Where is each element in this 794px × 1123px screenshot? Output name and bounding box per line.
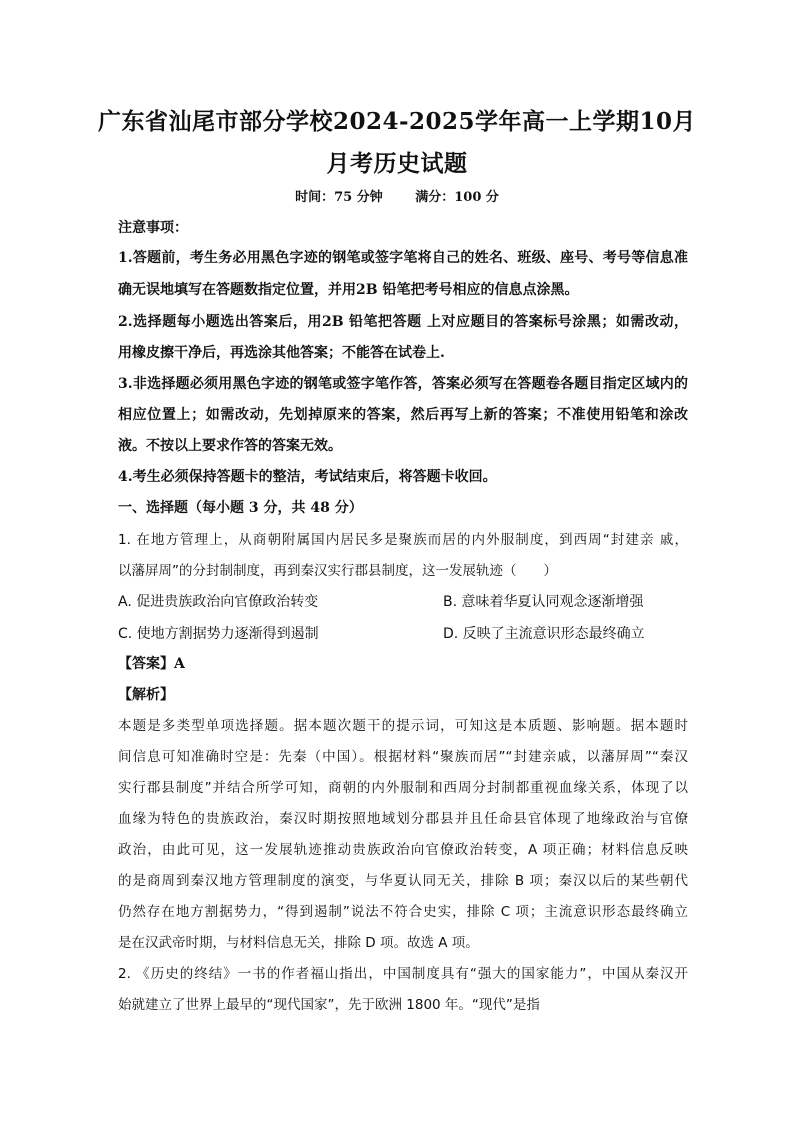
- notes-line: 液。不按以上要求作答的答案无效。: [118, 438, 342, 454]
- exam-score: 满分：100 分: [415, 190, 499, 205]
- analysis-line: 间信息可知准确时空是：先秦（中国）。根据材料“聚族而居”“封建亲戚，以藩屏周”“秦汉: [118, 749, 688, 765]
- analysis-line: 的是商周到秦汉地方管理制度的演变，与华夏认同无关，排除 B 项；秦汉以后的某些朝代: [118, 873, 688, 889]
- notes-line: 2.选择题每小题选出答案后，用2B 铅笔把答题 上对应题目的答案标号涂黑；如需改动，: [118, 314, 688, 330]
- question-1-stem: 以藩屏周”的分封制制度，再到秦汉实行郡县制度，这一发展轨迹（ ）: [118, 563, 557, 579]
- notes-line: 用橡皮擦干净后，再选涂其他答案；不能答在试卷上.: [118, 345, 445, 361]
- notes-line: 3.非选择题必须用黑色字迹的钢笔或签字笔作答，答案必须写在答题卷各题目指定区域内的: [118, 376, 688, 392]
- question-1-option-d: D. 反映了主流意识形态最终确立: [443, 626, 645, 642]
- analysis-line: 血缘为特色的贵族政治，秦汉时期按照地域划分郡县并且任命县官体现了地缘政治与官僚: [118, 811, 688, 827]
- analysis-line: 实行郡县制度”并结合所学可知，商朝的内外服制和西周分封制都重视血缘关系，体现了以: [118, 780, 688, 796]
- notes-line: 4.考生必须保持答题卡的整洁，考试结束后，将答题卡收回。: [118, 469, 497, 485]
- section-heading: 一、选择题（每小题 3 分，共 48 分）: [118, 500, 363, 516]
- question-1-option-c: C. 使地方割据势力逐渐得到遏制: [118, 626, 319, 642]
- analysis-line: 仍然存在地方割据势力，“得到遏制”说法不符合史实，排除 C 项；主流意识形态最终确立: [118, 904, 688, 920]
- analysis-line: 本题是多类型单项选择题。据本题次题干的提示词，可知这是本质题、影响题。据本题时: [118, 718, 688, 734]
- analysis-line: 政治，由此可见，这一发展轨迹推动贵族政治向官僚政治转变，A 项正确；材料信息反映: [118, 842, 688, 858]
- exam-title-line1: 广东省汕尾市部分学校2024-2025学年高一上学期10月: [97, 108, 697, 135]
- exam-meta: [0, 186, 794, 205]
- question-1-answer: 【答案】A: [118, 656, 185, 672]
- question-1-stem: 1. 在地方管理上，从商朝附属国内居民多是聚族而居的内外服制度，到西周“封建亲 戚，: [118, 532, 688, 548]
- exam-title-line2: 月考历史试题: [326, 150, 468, 177]
- question-1-analysis-heading: 【解析】: [118, 687, 174, 703]
- notes-heading: 注意事项：: [118, 220, 188, 236]
- analysis-line: 是在汉武帝时期，与材料信息无关，排除 D 项。故选 A 项。: [118, 935, 479, 951]
- question-2-stem: 始就建立了世界上最早的“现代国家”，先于欧洲 1800 年。“现代”是指: [118, 997, 540, 1013]
- question-2-stem: 2. 《历史的终结》一书的作者福山指出，中国制度具有“强大的国家能力”，中国从秦汉开: [118, 966, 688, 982]
- notes-line: 相应位置上；如需改动，先划掉原来的答案，然后再写上新的答案；不准使用铅笔和涂改: [118, 407, 688, 423]
- notes-line: 1.答题前，考生务必用黑色字迹的钢笔或签字笔将自己的姓名、班级、座号、考号等信息准: [118, 250, 688, 266]
- question-1-option-b: B. 意味着华夏认同观念逐渐增强: [443, 594, 644, 610]
- exam-time: 时间：75 分钟: [295, 190, 383, 205]
- notes-line: 确无误地填写在答题数指定位置，并用2B 铅笔把考号相应的信息点涂黑。: [118, 282, 579, 298]
- question-1-option-a: A. 促进贵族政治向官僚政治转变: [118, 594, 319, 610]
